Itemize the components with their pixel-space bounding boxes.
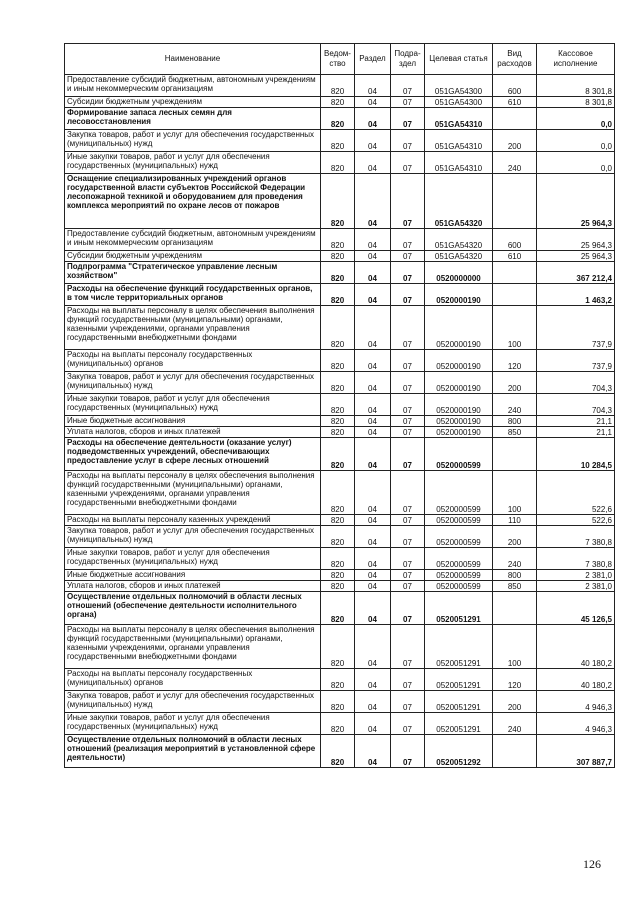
table-row (65, 108, 615, 130)
cell-expense-type (493, 735, 537, 768)
cell-target-article: 0520000190 (425, 350, 493, 372)
table-row (65, 625, 615, 669)
cell-name: Уплата налогов, сборов и иных платежей (65, 427, 321, 438)
cell-target-article: 0520000599 (425, 438, 493, 471)
cell-cash-execution: 25 964,3 (537, 174, 615, 229)
table-row (65, 306, 615, 350)
cell-name: Предоставление субсидий бюджетным, автономным учреждениям и иным некоммерческим организациям (65, 75, 321, 97)
table-header-row (65, 44, 615, 75)
cell-expense-type: 610 (493, 97, 537, 108)
table-row (65, 174, 615, 229)
cell-section: 04 (355, 691, 391, 713)
cell-cash-execution: 21,1 (537, 427, 615, 438)
cell-department: 820 (321, 394, 355, 416)
table-row (65, 262, 615, 284)
cell-subsection: 07 (391, 548, 425, 570)
cell-department: 820 (321, 669, 355, 691)
cell-cash-execution: 4 946,3 (537, 691, 615, 713)
cell-subsection: 07 (391, 284, 425, 306)
table-row (65, 691, 615, 713)
cell-name: Оснащение специализированных учреждений органов государственной власти субъектов Российской Федерации лесопожарной техникой и оборудованием для проведения комплекса мероприятий по охране лесов от пожаров (65, 174, 321, 229)
table-row (65, 570, 615, 581)
cell-department: 820 (321, 416, 355, 427)
header-section: Раздел (355, 44, 391, 75)
cell-subsection: 07 (391, 75, 425, 97)
cell-cash-execution: 1 463,2 (537, 284, 615, 306)
cell-subsection: 07 (391, 625, 425, 669)
cell-name: Осуществление отдельных полномочий в области лесных отношений (обеспечение деятельности исполнительного органа) (65, 592, 321, 625)
cell-cash-execution: 737,9 (537, 306, 615, 350)
cell-cash-execution: 40 180,2 (537, 669, 615, 691)
cell-name: Расходы на обеспечение функций государственных органов, в том числе территориальных органов (65, 284, 321, 306)
cell-name: Иные бюджетные ассигнования (65, 416, 321, 427)
cell-subsection: 07 (391, 592, 425, 625)
cell-department: 820 (321, 592, 355, 625)
cell-expense-type: 110 (493, 515, 537, 526)
table-row (65, 592, 615, 625)
cell-cash-execution: 737,9 (537, 350, 615, 372)
cell-section: 04 (355, 284, 391, 306)
cell-subsection: 07 (391, 669, 425, 691)
cell-target-article: 0520000190 (425, 372, 493, 394)
cell-expense-type (493, 108, 537, 130)
cell-section: 04 (355, 548, 391, 570)
cell-target-article: 0520000000 (425, 262, 493, 284)
cell-cash-execution: 45 126,5 (537, 592, 615, 625)
cell-department: 820 (321, 713, 355, 735)
cell-expense-type: 240 (493, 152, 537, 174)
cell-name: Иные закупки товаров, работ и услуг для обеспечения государственных (муниципальных) нужд (65, 152, 321, 174)
cell-section: 04 (355, 713, 391, 735)
cell-cash-execution: 704,3 (537, 372, 615, 394)
cell-department: 820 (321, 625, 355, 669)
cell-department: 820 (321, 471, 355, 515)
cell-target-article: 051GA54320 (425, 251, 493, 262)
cell-department: 820 (321, 515, 355, 526)
cell-target-article: 0520000599 (425, 526, 493, 548)
cell-cash-execution: 25 964,3 (537, 251, 615, 262)
table-row (65, 229, 615, 251)
cell-target-article: 051GA54320 (425, 229, 493, 251)
cell-section: 04 (355, 372, 391, 394)
cell-expense-type: 120 (493, 350, 537, 372)
cell-expense-type: 200 (493, 691, 537, 713)
cell-target-article: 0520051291 (425, 669, 493, 691)
cell-subsection: 07 (391, 97, 425, 108)
cell-cash-execution: 307 887,7 (537, 735, 615, 768)
cell-subsection: 07 (391, 372, 425, 394)
cell-department: 820 (321, 130, 355, 152)
cell-cash-execution: 40 180,2 (537, 625, 615, 669)
cell-subsection: 07 (391, 581, 425, 592)
cell-target-article: 0520000599 (425, 515, 493, 526)
cell-subsection: 07 (391, 526, 425, 548)
cell-department: 820 (321, 306, 355, 350)
cell-target-article: 051GA54310 (425, 108, 493, 130)
cell-target-article: 051GA54300 (425, 75, 493, 97)
cell-target-article: 0520000599 (425, 471, 493, 515)
cell-section: 04 (355, 416, 391, 427)
table-row (65, 735, 615, 768)
cell-name: Расходы на выплаты персоналу государственных (муниципальных) органов (65, 350, 321, 372)
cell-target-article: 0520051291 (425, 625, 493, 669)
cell-section: 04 (355, 581, 391, 592)
cell-section: 04 (355, 427, 391, 438)
cell-target-article: 0520051291 (425, 713, 493, 735)
cell-expense-type: 600 (493, 75, 537, 97)
table-row (65, 471, 615, 515)
table-row (65, 350, 615, 372)
cell-name: Расходы на выплаты персоналу в целях обеспечения выполнения функций государственными (муниципальными) органами, казенными учреждениями, органами управления государственными внебюджетными фондами (65, 471, 321, 515)
cell-section: 04 (355, 306, 391, 350)
table-row (65, 526, 615, 548)
cell-expense-type (493, 262, 537, 284)
cell-cash-execution: 704,3 (537, 394, 615, 416)
cell-cash-execution: 0,0 (537, 130, 615, 152)
cell-subsection: 07 (391, 427, 425, 438)
cell-section: 04 (355, 570, 391, 581)
table-row (65, 581, 615, 592)
table-row (65, 438, 615, 471)
cell-subsection: 07 (391, 713, 425, 735)
table-row (65, 251, 615, 262)
cell-name: Закупка товаров, работ и услуг для обеспечения государственных (муниципальных) нужд (65, 372, 321, 394)
cell-target-article: 0520000190 (425, 394, 493, 416)
cell-section: 04 (355, 174, 391, 229)
cell-cash-execution: 4 946,3 (537, 713, 615, 735)
cell-section: 04 (355, 394, 391, 416)
cell-cash-execution: 8 301,8 (537, 75, 615, 97)
cell-expense-type: 850 (493, 427, 537, 438)
table-row (65, 97, 615, 108)
cell-expense-type: 800 (493, 416, 537, 427)
cell-cash-execution: 0,0 (537, 108, 615, 130)
cell-name: Расходы на выплаты персоналу в целях обеспечения выполнения функций государственными (муниципальными) органами, казенными учреждениями, органами управления государственными внебюджетными фондами (65, 625, 321, 669)
cell-section: 04 (355, 251, 391, 262)
cell-department: 820 (321, 548, 355, 570)
cell-name: Формирование запаса лесных семян для лесовосстановления (65, 108, 321, 130)
cell-expense-type: 100 (493, 471, 537, 515)
header-target-article: Целевая статья (425, 44, 493, 75)
table-row (65, 130, 615, 152)
header-name: Наименование (65, 44, 321, 75)
table-row (65, 515, 615, 526)
cell-cash-execution: 8 301,8 (537, 97, 615, 108)
page-number: 126 (583, 857, 601, 871)
table-row (65, 75, 615, 97)
cell-section: 04 (355, 526, 391, 548)
table-row (65, 284, 615, 306)
cell-name: Иные закупки товаров, работ и услуг для обеспечения государственных (муниципальных) нужд (65, 548, 321, 570)
cell-cash-execution: 367 212,4 (537, 262, 615, 284)
cell-subsection: 07 (391, 394, 425, 416)
cell-target-article: 0520000599 (425, 570, 493, 581)
cell-cash-execution: 7 380,8 (537, 548, 615, 570)
cell-subsection: 07 (391, 438, 425, 471)
cell-expense-type: 240 (493, 394, 537, 416)
cell-subsection: 07 (391, 229, 425, 251)
cell-department: 820 (321, 438, 355, 471)
cell-subsection: 07 (391, 350, 425, 372)
cell-subsection: 07 (391, 108, 425, 130)
cell-name: Осуществление отдельных полномочий в области лесных отношений (реализация мероприятий в установленной сфере деятельности) (65, 735, 321, 768)
cell-department: 820 (321, 251, 355, 262)
cell-expense-type (493, 174, 537, 229)
cell-section: 04 (355, 592, 391, 625)
cell-expense-type (493, 592, 537, 625)
cell-department: 820 (321, 284, 355, 306)
table-row (65, 669, 615, 691)
cell-cash-execution: 522,6 (537, 515, 615, 526)
cell-cash-execution: 2 381,0 (537, 581, 615, 592)
cell-expense-type: 100 (493, 306, 537, 350)
cell-expense-type (493, 284, 537, 306)
cell-cash-execution: 7 380,8 (537, 526, 615, 548)
cell-target-article: 051GA54310 (425, 130, 493, 152)
cell-name: Иные закупки товаров, работ и услуг для обеспечения государственных (муниципальных) нужд (65, 713, 321, 735)
cell-expense-type: 200 (493, 372, 537, 394)
cell-department: 820 (321, 427, 355, 438)
cell-name: Закупка товаров, работ и услуг для обеспечения государственных (муниципальных) нужд (65, 526, 321, 548)
header-department: Ведом-ство (321, 44, 355, 75)
cell-expense-type: 600 (493, 229, 537, 251)
cell-department: 820 (321, 372, 355, 394)
cell-department: 820 (321, 229, 355, 251)
cell-department: 820 (321, 97, 355, 108)
cell-section: 04 (355, 229, 391, 251)
cell-name: Расходы на выплаты персоналу в целях обеспечения выполнения функций государственными (муниципальными) органами, казенными учреждениями, органами управления государственными внебюджетными фондами (65, 306, 321, 350)
header-expense-type: Вид расходов (493, 44, 537, 75)
cell-department: 820 (321, 691, 355, 713)
cell-subsection: 07 (391, 416, 425, 427)
cell-name: Субсидии бюджетным учреждениям (65, 97, 321, 108)
cell-section: 04 (355, 471, 391, 515)
cell-section: 04 (355, 75, 391, 97)
cell-section: 04 (355, 625, 391, 669)
cell-cash-execution: 21,1 (537, 416, 615, 427)
cell-department: 820 (321, 350, 355, 372)
cell-target-article: 0520051291 (425, 691, 493, 713)
cell-section: 04 (355, 97, 391, 108)
cell-cash-execution: 522,6 (537, 471, 615, 515)
cell-target-article: 051GA54320 (425, 174, 493, 229)
cell-subsection: 07 (391, 515, 425, 526)
cell-department: 820 (321, 75, 355, 97)
header-subsection: Подра-здел (391, 44, 425, 75)
cell-expense-type: 120 (493, 669, 537, 691)
cell-subsection: 07 (391, 306, 425, 350)
cell-section: 04 (355, 262, 391, 284)
budget-table (64, 43, 615, 768)
cell-expense-type: 200 (493, 526, 537, 548)
cell-department: 820 (321, 174, 355, 229)
cell-subsection: 07 (391, 471, 425, 515)
cell-expense-type: 200 (493, 130, 537, 152)
table-row (65, 427, 615, 438)
cell-target-article: 0520000599 (425, 581, 493, 592)
cell-target-article: 051GA54300 (425, 97, 493, 108)
table-row (65, 152, 615, 174)
cell-subsection: 07 (391, 262, 425, 284)
table-row (65, 372, 615, 394)
table-row (65, 548, 615, 570)
cell-expense-type: 100 (493, 625, 537, 669)
table-row (65, 416, 615, 427)
cell-section: 04 (355, 438, 391, 471)
cell-section: 04 (355, 350, 391, 372)
cell-target-article: 051GA54310 (425, 152, 493, 174)
cell-cash-execution: 10 284,5 (537, 438, 615, 471)
cell-subsection: 07 (391, 152, 425, 174)
cell-expense-type: 240 (493, 548, 537, 570)
cell-section: 04 (355, 130, 391, 152)
cell-subsection: 07 (391, 735, 425, 768)
cell-subsection: 07 (391, 691, 425, 713)
cell-expense-type (493, 438, 537, 471)
cell-section: 04 (355, 108, 391, 130)
cell-name: Расходы на обеспечение деятельности (оказание услуг) подведомственных учреждений, обеспечивающих предоставление услуг в сфере лесных отношений (65, 438, 321, 471)
cell-expense-type: 850 (493, 581, 537, 592)
cell-name: Иные закупки товаров, работ и услуг для обеспечения государственных (муниципальных) нужд (65, 394, 321, 416)
cell-expense-type: 800 (493, 570, 537, 581)
table-body (65, 75, 615, 768)
cell-expense-type: 240 (493, 713, 537, 735)
cell-expense-type: 610 (493, 251, 537, 262)
cell-department: 820 (321, 526, 355, 548)
cell-target-article: 0520000190 (425, 284, 493, 306)
cell-target-article: 0520051292 (425, 735, 493, 768)
cell-department: 820 (321, 152, 355, 174)
table-row (65, 394, 615, 416)
cell-target-article: 0520000599 (425, 548, 493, 570)
cell-department: 820 (321, 581, 355, 592)
cell-target-article: 0520000190 (425, 416, 493, 427)
cell-name: Расходы на выплаты персоналу казенных учреждений (65, 515, 321, 526)
cell-department: 820 (321, 735, 355, 768)
cell-name: Иные бюджетные ассигнования (65, 570, 321, 581)
cell-name: Предоставление субсидий бюджетным, автономным учреждениям и иным некоммерческим организациям (65, 229, 321, 251)
cell-cash-execution: 2 381,0 (537, 570, 615, 581)
cell-subsection: 07 (391, 570, 425, 581)
cell-subsection: 07 (391, 174, 425, 229)
table-row (65, 713, 615, 735)
cell-name: Уплата налогов, сборов и иных платежей (65, 581, 321, 592)
cell-target-article: 0520000190 (425, 427, 493, 438)
cell-name: Закупка товаров, работ и услуг для обеспечения государственных (муниципальных) нужд (65, 691, 321, 713)
header-cash-execution: Кассовое исполнение (537, 44, 615, 75)
cell-section: 04 (355, 515, 391, 526)
cell-cash-execution: 25 964,3 (537, 229, 615, 251)
cell-target-article: 0520051291 (425, 592, 493, 625)
cell-cash-execution: 0,0 (537, 152, 615, 174)
cell-department: 820 (321, 262, 355, 284)
cell-name: Расходы на выплаты персоналу государственных (муниципальных) органов (65, 669, 321, 691)
cell-subsection: 07 (391, 130, 425, 152)
cell-section: 04 (355, 735, 391, 768)
cell-section: 04 (355, 669, 391, 691)
cell-name: Закупка товаров, работ и услуг для обеспечения государственных (муниципальных) нужд (65, 130, 321, 152)
cell-target-article: 0520000190 (425, 306, 493, 350)
cell-section: 04 (355, 152, 391, 174)
cell-name: Подпрограмма "Стратегическое управление лесным хозяйством" (65, 262, 321, 284)
cell-name: Субсидии бюджетным учреждениям (65, 251, 321, 262)
cell-subsection: 07 (391, 251, 425, 262)
cell-department: 820 (321, 570, 355, 581)
cell-department: 820 (321, 108, 355, 130)
